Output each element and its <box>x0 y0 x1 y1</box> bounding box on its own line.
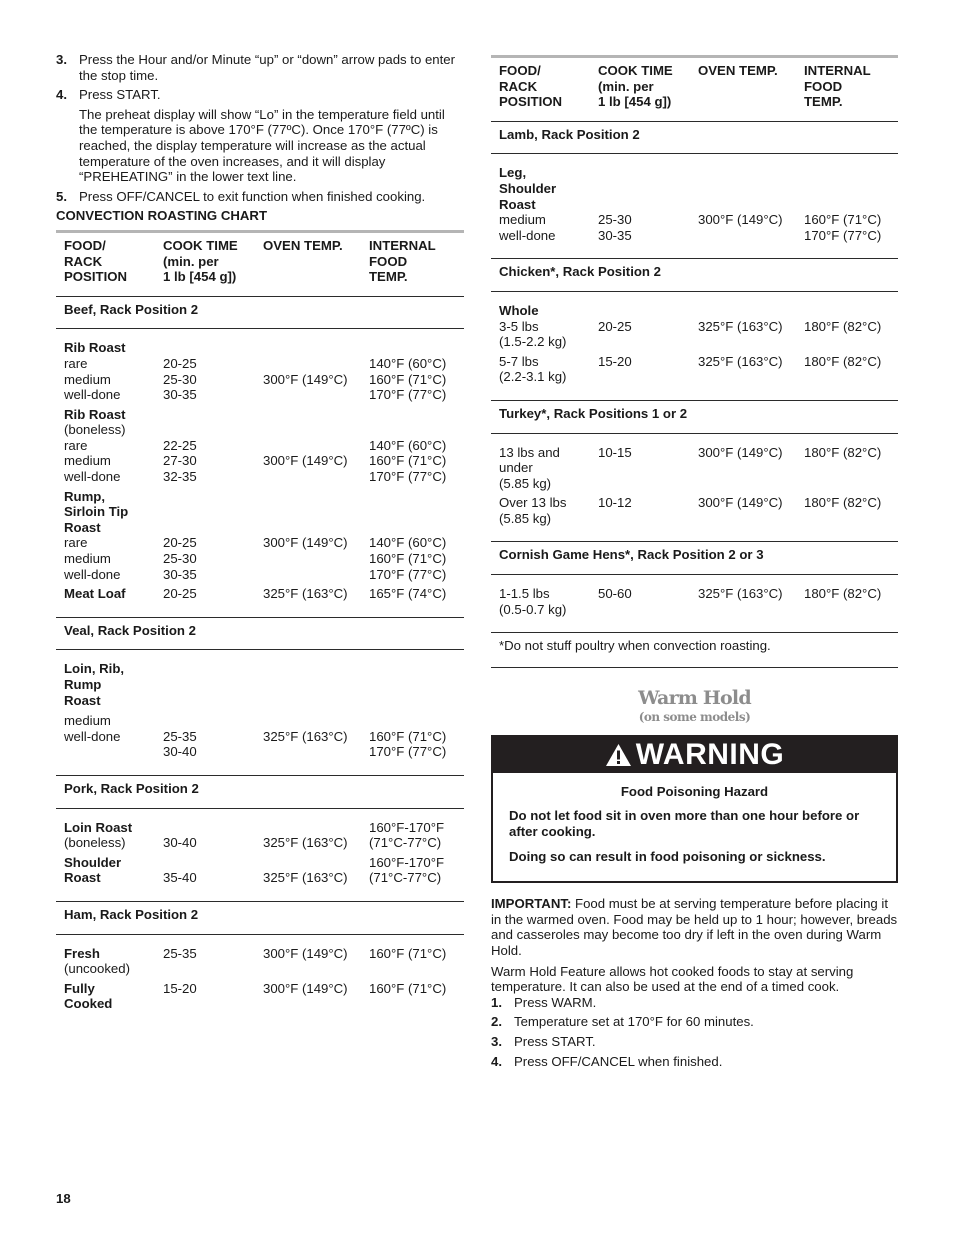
left-column <box>56 52 464 1012</box>
internal-temp <box>796 291 898 349</box>
food-note: (boneless) <box>64 835 126 851</box>
header-internal-temp: INTERNAL FOOD TEMP. <box>796 57 898 122</box>
oven-temp: 325°F (163°C) <box>690 350 796 401</box>
internal-temp <box>796 154 898 259</box>
internal-temp: 160°F (71°C) <box>369 945 447 961</box>
hazard-consequence: Doing so can result in food poisoning or sickness. <box>509 848 826 864</box>
internal-temp <box>361 650 464 776</box>
food-name: Fully Cooked <box>64 980 113 1012</box>
food-name: Meat Loaf <box>56 582 155 617</box>
table-row <box>56 485 464 583</box>
internal-temp: 160°F-170°F (71°C-77°C) <box>361 851 464 902</box>
header-food: FOOD/ RACK POSITION <box>56 231 155 296</box>
header-food: FOOD/ RACK POSITION <box>491 57 590 122</box>
internal-temp: 180°F (82°C) <box>804 444 882 460</box>
internal-temp: 165°F (74°C) <box>361 582 464 617</box>
oven-temp: 325°F (163°C) <box>690 575 796 633</box>
section-title: Ham, Rack Position 2 <box>56 901 464 934</box>
step-5 <box>56 189 464 205</box>
hazard-instruction: Do not let food sit in oven more than one hour before or after cooking. <box>509 808 860 840</box>
stop-time-steps <box>56 52 464 204</box>
oven-temp-value: 300°F (149°C) <box>263 371 348 387</box>
feature-paragraph: Warm Hold Feature allows hot cooked foods to stay at serving temperature. It can also be used at the end of a timed cook. <box>491 963 854 995</box>
food-name: Loin, Rib, Rump Roast <box>64 661 125 708</box>
step-text: Press OFF/CANCEL when finished. <box>514 1053 723 1069</box>
table-row <box>56 582 464 617</box>
convection-roasting-table-left <box>56 230 464 1012</box>
section-title: Chicken*, Rack Position 2 <box>491 259 898 292</box>
section-title: Turkey*, Rack Positions 1 or 2 <box>491 400 898 433</box>
step-text: Press START. <box>514 1033 596 1049</box>
section-cornish-hens <box>491 542 898 575</box>
section-title: Beef, Rack Position 2 <box>56 296 464 329</box>
warning-label: WARNING <box>635 737 785 771</box>
food-name: Fresh <box>64 945 100 961</box>
food-note: (uncooked) <box>64 961 130 977</box>
section-beef <box>56 296 464 329</box>
internal-temp-medium: 160°F (71°C) <box>804 212 882 228</box>
weight: 5-7 lbs (2.2-3.1 kg) <box>491 350 590 401</box>
step-text: Temperature set at 170°F for 60 minutes. <box>514 1014 754 1030</box>
warm-hold-subheading: (on some models) <box>638 709 751 724</box>
table-row <box>56 403 464 485</box>
table-row <box>491 350 898 401</box>
step-number: 4. <box>491 1053 502 1069</box>
doneness-levels: rare medium well-done <box>64 355 121 403</box>
weight: 1-1.5 lbs (0.5-0.7 kg) <box>491 575 590 633</box>
cook-time-values: 25-35 30-40 <box>163 728 197 760</box>
warm-step-2 <box>491 1014 898 1030</box>
internal-temp: 180°F (82°C) <box>796 575 898 633</box>
oven-temp: 300°F (149°C) <box>698 444 783 460</box>
table-row <box>56 977 464 1012</box>
table-row <box>56 851 464 902</box>
warm-hold-heading: Warm Hold <box>638 686 751 709</box>
important-label: IMPORTANT: <box>491 896 572 912</box>
table-row <box>491 154 898 259</box>
doneness-levels: medium well-done <box>64 713 121 744</box>
section-title: Veal, Rack Position 2 <box>56 617 464 650</box>
step-text: Press START. <box>79 87 161 103</box>
internal-temp: 180°F (82°C) <box>796 491 898 542</box>
internal-temp-value: 180°F (82°C) <box>804 318 882 334</box>
important-paragraph <box>491 896 898 958</box>
warning-triangle-icon <box>605 743 632 767</box>
warm-step-4 <box>491 1054 898 1070</box>
oven-temp: 325°F (163°C) <box>255 582 361 617</box>
step-number: 4. <box>56 87 67 103</box>
section-title: Pork, Rack Position 2 <box>56 775 464 808</box>
food-name: Whole <box>499 302 539 318</box>
section-pork <box>56 775 464 808</box>
step-text: Press WARM. <box>514 994 597 1010</box>
internal-temp: 140°F (60°C) 160°F (71°C) 170°F (77°C) <box>369 535 447 582</box>
cook-time <box>590 154 690 259</box>
cook-time: 15-20 <box>590 350 690 401</box>
oven-temp: 300°F (149°C) <box>263 945 348 961</box>
food-name: Loin Roast <box>64 819 133 835</box>
oven-temp: 325°F (163°C) <box>255 851 361 902</box>
food-name: Rump, Sirloin Tip Roast <box>64 488 129 535</box>
step-3 <box>56 52 464 83</box>
food-name: Rib Roast <box>64 340 126 356</box>
oven-temp: 300°F (149°C) <box>263 453 348 469</box>
oven-temp <box>255 329 361 403</box>
warm-hold-steps <box>491 995 898 1069</box>
oven-temp-value: 300°F (149°C) <box>698 212 783 228</box>
step-number: 3. <box>56 52 67 67</box>
step-number: 5. <box>56 188 67 204</box>
internal-temp: 160°F-170°F (71°C-77°C) <box>369 819 445 851</box>
food-name: Rib Roast <box>64 406 126 422</box>
internal-temp: 180°F (82°C) <box>796 350 898 401</box>
warm-step-3 <box>491 1034 898 1050</box>
section-chicken <box>491 259 898 292</box>
food-name: Shoulder Roast <box>56 851 155 902</box>
cook-time: 10-15 <box>598 444 632 460</box>
header-oven-temp: OVEN TEMP. <box>255 231 361 296</box>
oven-temp-value: 325°F (163°C) <box>263 728 348 744</box>
table-header <box>491 57 898 122</box>
table-row <box>56 329 464 403</box>
oven-temp: 325°F (163°C) <box>263 835 348 851</box>
header-oven-temp: OVEN TEMP. <box>690 57 796 122</box>
weight: Over 13 lbs (5.85 kg) <box>491 491 590 542</box>
warning-box <box>491 735 898 883</box>
oven-temp: 300°F (149°C) <box>263 980 348 996</box>
weight: 3-5 lbs (1.5-2.2 kg) <box>499 318 567 350</box>
poultry-footnote: *Do not stuff poultry when convection roasting. <box>491 633 898 668</box>
internal-temp: 160°F (71°C) <box>369 980 447 996</box>
table-row <box>491 433 898 491</box>
table-row <box>491 291 898 349</box>
internal-temp-well: 170°F (77°C) <box>804 227 882 243</box>
cook-time: 35-40 <box>155 851 255 902</box>
internal-temp <box>361 329 464 403</box>
section-veal <box>56 617 464 650</box>
cook-time: 20-25 <box>155 582 255 617</box>
warning-header <box>493 737 896 773</box>
section-ham <box>56 901 464 934</box>
cook-time-medium: 25-30 <box>598 212 632 228</box>
internal-temp-values: 140°F (60°C) 160°F (71°C) 170°F (77°C) <box>369 355 447 403</box>
step-text: Press OFF/CANCEL to exit function when finished cooking. <box>79 188 426 204</box>
internal-temp: 140°F (60°C) 160°F (71°C) 170°F (77°C) <box>369 437 447 485</box>
oven-temp-value: 325°F (163°C) <box>698 318 783 334</box>
hazard-title: Food Poisoning Hazard <box>620 783 769 799</box>
step-number: 2. <box>491 1014 502 1030</box>
section-lamb <box>491 121 898 154</box>
doneness-levels: rare medium well-done <box>64 437 121 485</box>
section-title: Lamb, Rack Position 2 <box>491 121 898 154</box>
oven-temp <box>255 650 361 776</box>
cook-time-well-done: 30-35 <box>598 227 632 243</box>
cook-time: 10-12 <box>590 491 690 542</box>
cook-time: 25-35 <box>163 945 197 961</box>
right-column <box>491 55 898 1073</box>
cook-time: 15-20 <box>163 980 197 996</box>
weight: 13 lbs and under (5.85 kg) <box>499 444 560 491</box>
oven-temp: 300°F (149°C) <box>690 491 796 542</box>
cook-time <box>155 329 255 403</box>
section-title: Cornish Game Hens*, Rack Position 2 or 3 <box>491 542 898 575</box>
table-row <box>491 575 898 633</box>
warm-step-1 <box>491 995 898 1011</box>
warning-body <box>493 773 896 881</box>
cook-time: 50-60 <box>590 575 690 633</box>
cook-time: 30-40 <box>163 835 197 851</box>
cook-time-values: 20-25 25-30 30-35 <box>163 355 197 403</box>
page-number: 18 <box>56 1191 71 1206</box>
internal-temp-values: 160°F (71°C) 170°F (77°C) <box>369 728 447 760</box>
header-cook-time: COOK TIME (min. per 1 lb [454 g]) <box>590 57 690 122</box>
step-4 <box>56 87 464 185</box>
doneness-levels: rare medium well-done <box>64 535 121 582</box>
preheat-note: The preheat display will show “Lo” in the temperature field until the temperature is above 170°F (77ºC). Once 170°F (77ºC) is reached, the display temperature will increase as the actual temperature of the oven increases, and it will display “PREHEATING” in the lower text line. <box>79 106 445 185</box>
table-row <box>56 808 464 851</box>
cook-time <box>590 291 690 349</box>
cook-time-value: 20-25 <box>598 318 632 334</box>
oven-temp: 300°F (149°C) <box>263 535 348 551</box>
step-number: 1. <box>491 994 502 1010</box>
header-internal-temp: INTERNAL FOOD TEMP. <box>361 231 464 296</box>
food-name: Leg, Shoulder Roast <box>499 165 557 212</box>
convection-roasting-table-right <box>491 55 898 633</box>
oven-temp <box>690 154 796 259</box>
cook-time: 20-25 25-30 30-35 <box>163 535 197 582</box>
section-turkey <box>491 400 898 433</box>
oven-temp <box>690 291 796 349</box>
table-header <box>56 231 464 296</box>
cook-time <box>155 650 255 776</box>
table-row <box>491 491 898 542</box>
step-number: 3. <box>491 1033 502 1049</box>
important-text: Food must be at serving temperature before placing it in the warmed oven. Food may be held up to 1 hour; however, breads and casseroles may become too dry if left in the oven during Warm Hold. <box>491 896 898 959</box>
chart-title: CONVECTION ROASTING CHART <box>56 208 267 224</box>
food-note: (boneless) <box>64 422 126 438</box>
table-row <box>56 650 464 776</box>
doneness-levels: medium well-done <box>499 212 556 243</box>
cook-time: 22-25 27-30 32-35 <box>163 437 197 485</box>
step-text: Press the Hour and/or Minute “up” or “down” arrow pads to enter the stop time. <box>79 52 456 83</box>
table-row <box>56 934 464 977</box>
header-cook-time: COOK TIME (min. per 1 lb [454 g]) <box>155 231 255 296</box>
